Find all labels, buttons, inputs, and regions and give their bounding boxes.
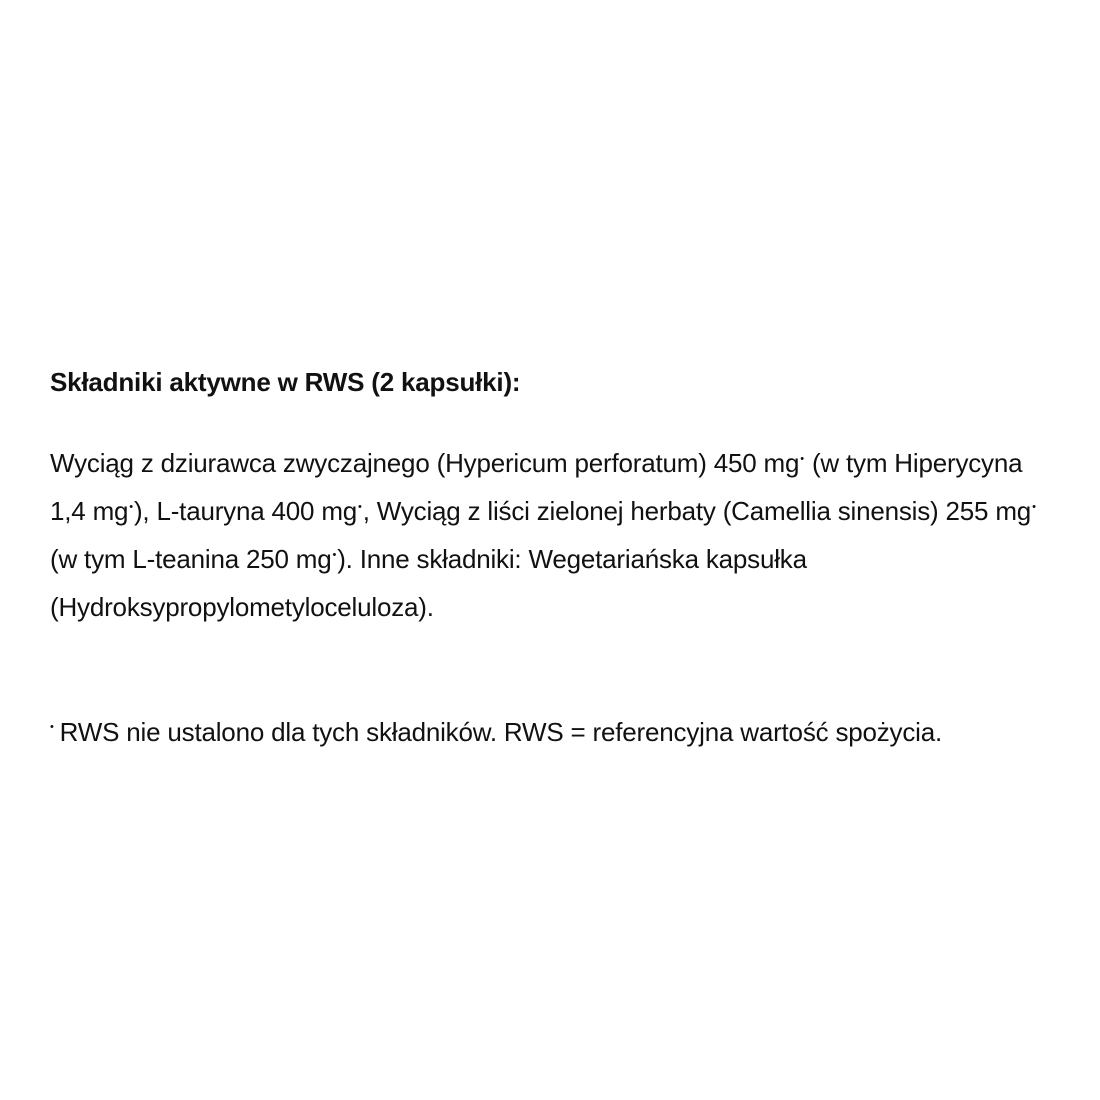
ingredients-text-1: Wyciąg z dziurawca zwyczajnego (Hypericum perforatum) 450 mg xyxy=(50,448,800,478)
ingredients-text-4: , Wyciąg z liści zielonej herbaty (Camellia sinensis) 255 mg xyxy=(362,496,1032,526)
document-body xyxy=(50,362,1060,758)
ingredients-text-6: ). Inne składniki: Wegetariańska kapsułka (Hydroksypropylometyloceluloza). xyxy=(50,544,807,622)
ingredients-text-2: (w tym Hiperycyna 1,4 mg xyxy=(50,448,1023,526)
footnote-marker: • xyxy=(332,549,337,561)
active-ingredients-heading: Składniki aktywne w RWS (2 kapsułki): xyxy=(50,367,521,397)
footnote-text: RWS nie ustalono dla tych składników. RWS = referencyjna wartość spożycia. xyxy=(59,717,943,747)
ingredients-text-5: (w tym L-teanina 250 mg xyxy=(50,544,332,574)
footnote-marker: • xyxy=(1032,501,1036,513)
footnote xyxy=(50,712,1060,758)
ingredients-paragraph xyxy=(50,442,1060,628)
footnote-marker: • xyxy=(50,721,54,733)
footnote-marker: • xyxy=(358,501,362,513)
ingredients-text-3: ), L-tauryna 400 mg xyxy=(133,496,358,526)
footnote-marker: • xyxy=(800,453,804,465)
footnote-marker: • xyxy=(129,501,133,513)
